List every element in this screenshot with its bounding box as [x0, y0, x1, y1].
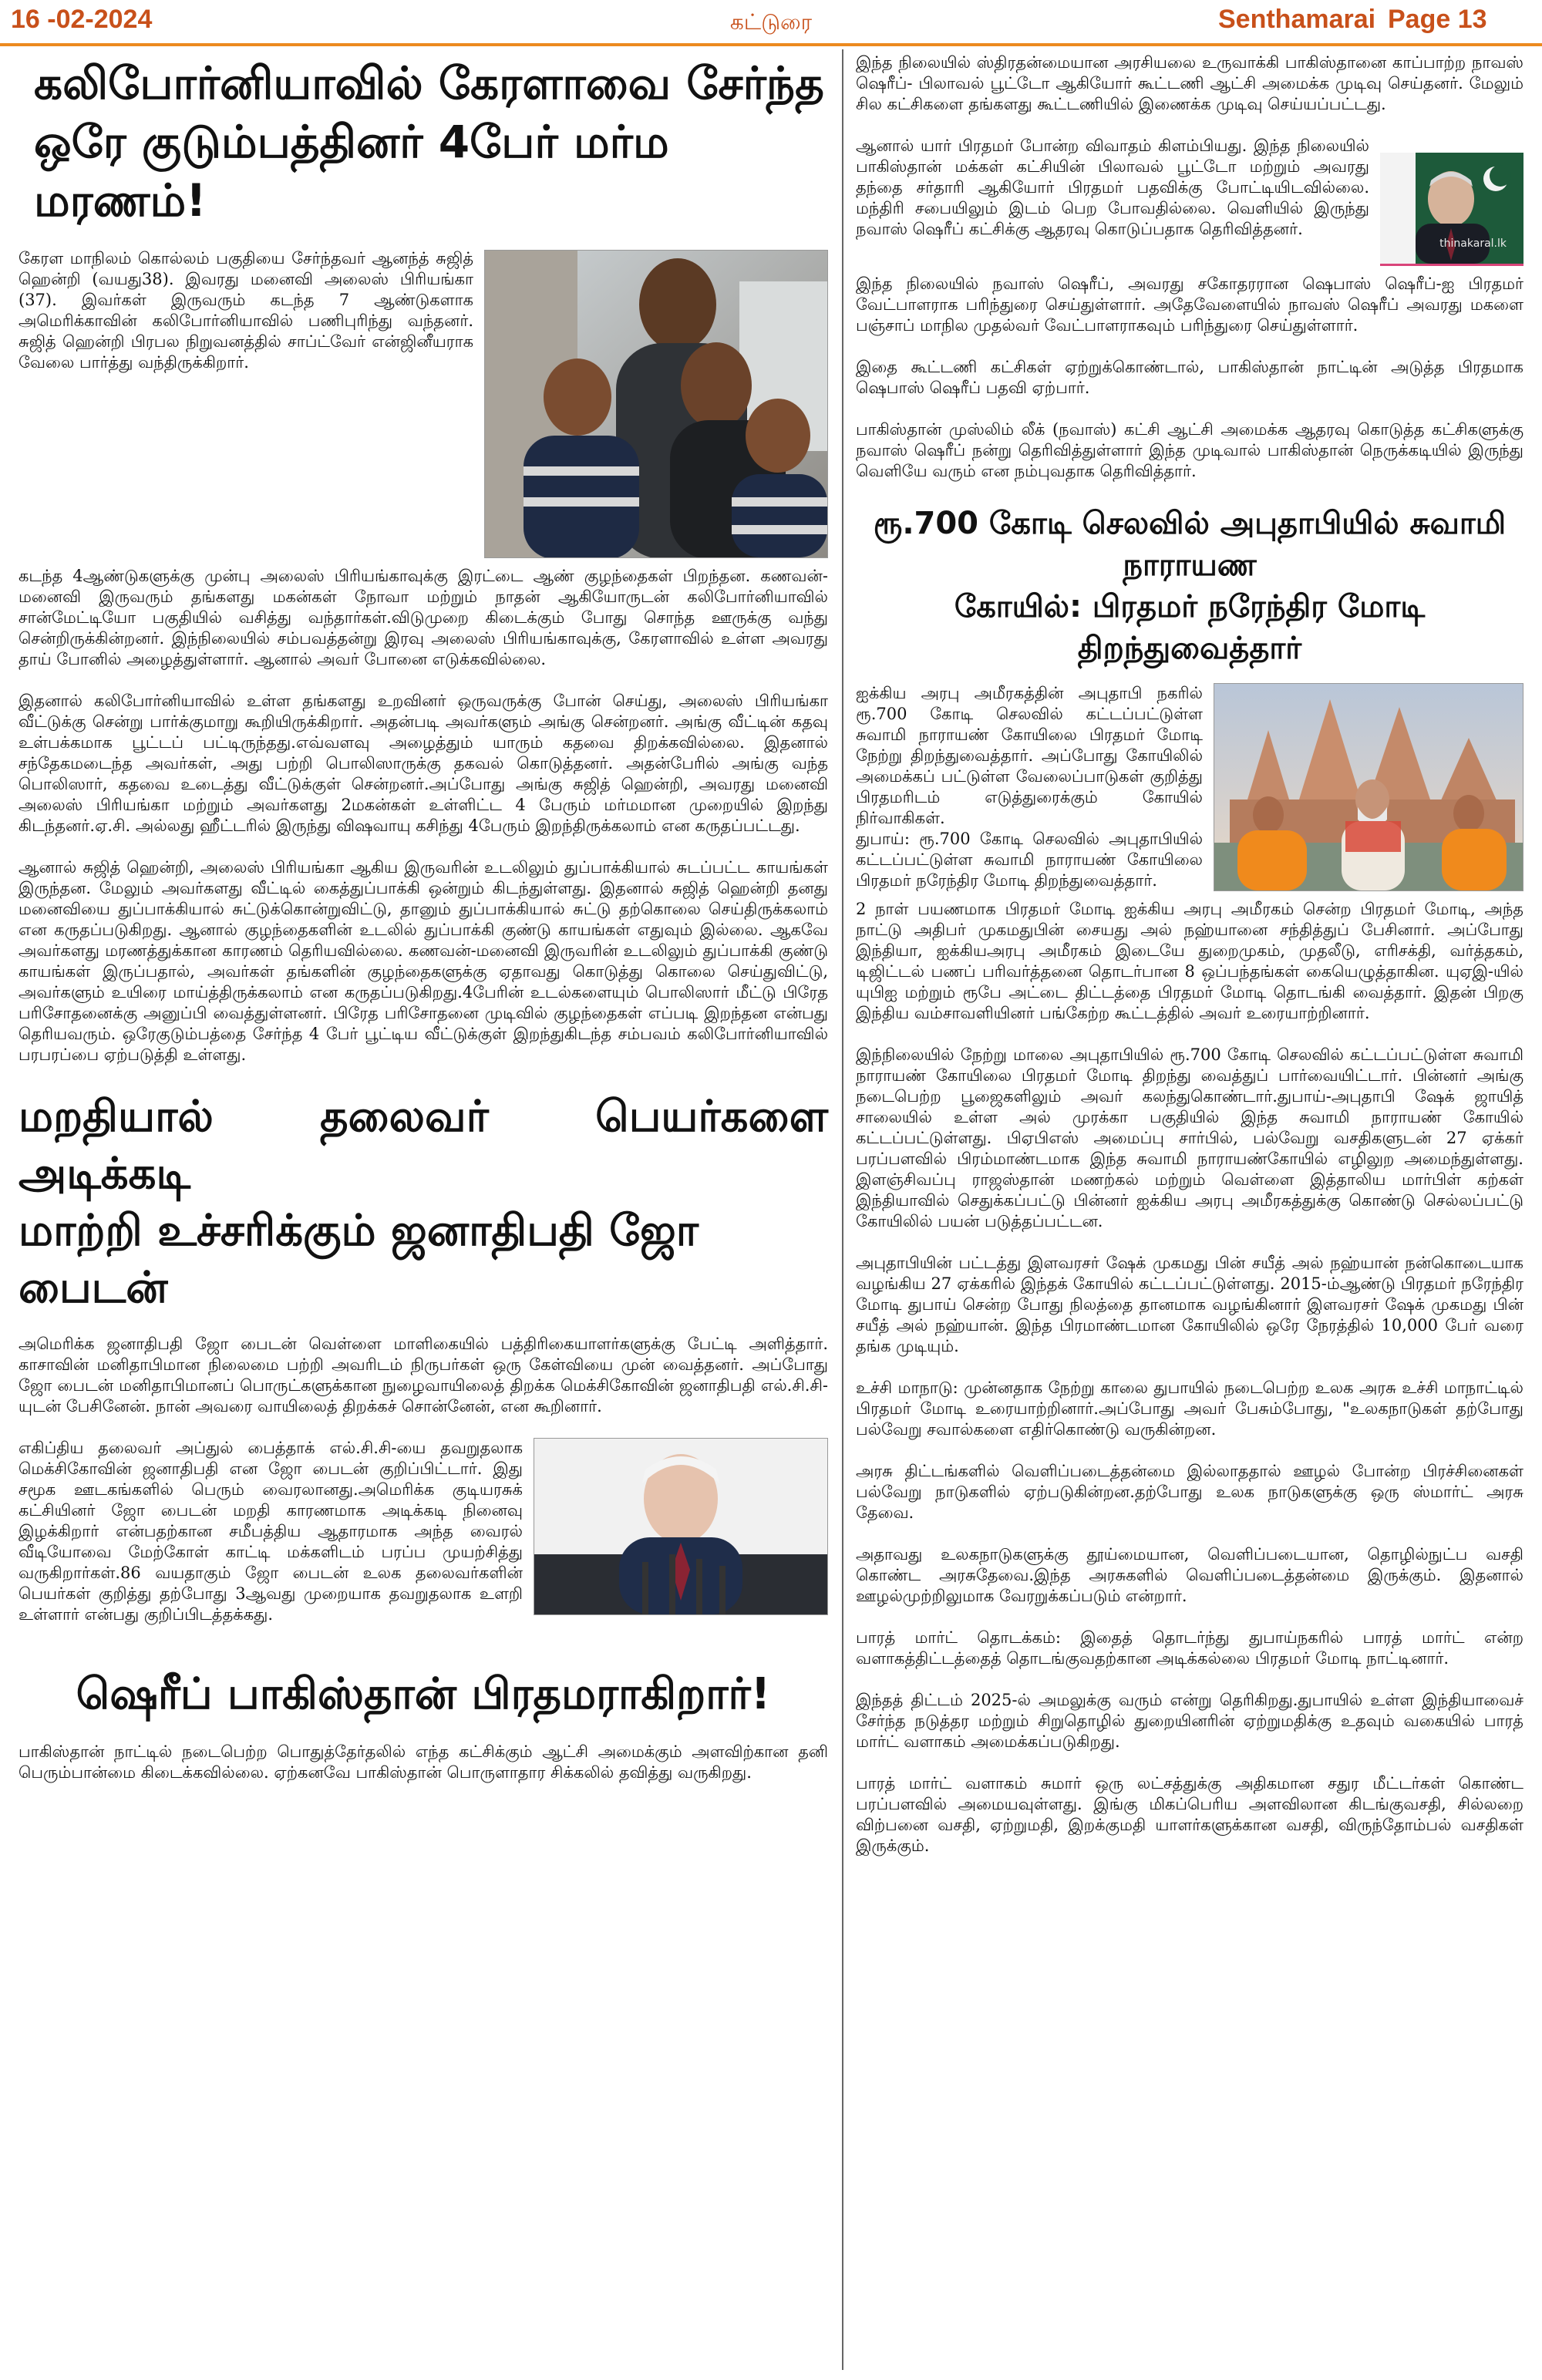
article-temple: [856, 503, 1523, 1857]
article4-headline-line2: கோயில்: பிரதமர் நரேந்திர மோடி திறந்துவைத்தார்: [954, 589, 1426, 666]
article4-paragraph-7: பாரத் மார்ட் தொடக்கம்: இதைத் தொடர்ந்து துபாய்நகரில் பாரத் மார்ட் என்ற வளாகத்திட்டத்தைத் தொடங்குவதற்கான அடிக்கல்லை பிரதமர் மோடி நாட்டினார்.: [856, 1628, 1523, 1668]
article3-paragraph-1: பாகிஸ்தான் நாட்டில் நடைபெற்ற பொதுத்தேர்தலில் எந்த கட்சிக்கும் ஆட்சி அமைக்கும் அளவிற்கான தனி பெரும்பான்மை கிடைக்கவில்லை. ஏற்கனவே பாகிஸ்தான் பொருளாதார சிக்கலில் தவித்து வருகிறது.: [19, 1742, 828, 1782]
article-sharif-continued: [856, 52, 1523, 482]
article4-paragraph-1: துபாய்: ரூ.700 கோடி செலவில் அபுதாபியில் கட்டப்பட்டுள்ள சுவாமி நாராயண் கோயிலை பிரதமர் நரேந்திர மோடி திறந்துவைத்தார்.: [856, 830, 1203, 890]
article2-headline-line2: மாற்றி உச்சரிக்கும் ஜனாதிபதி ஜோ பைடன்: [19, 1206, 699, 1313]
article-california: [19, 54, 828, 1065]
article4-paragraph-6: அதாவது உலகநாடுகளுக்கு தூய்மையான, வெளிப்படையான, தொழில்நுட்ப வசதி கொண்ட அரசுதேவை.இந்த அரசுகளில் வெளிப்படைத்தன்மை இருக்கும். இதனால் ஊழல்முற்றிலுமாக வேரறுக்கப்படும் என்றார்.: [856, 1545, 1523, 1605]
article1-paragraph-1: கடந்த 4ஆண்டுகளுக்கு முன்பு அலைஸ் பிரியங்காவுக்கு இரட்டை ஆண் குழந்தைகள் பிறந்தன. கணவன்-மனைவி இருவரும் தங்களது மகன்கள் நோவா மற்றும் நாதன் ஆகியோருடன் கலிபோர்னியாவில் சான்மேட்டியோ பகுதியில் வசித்து வந்தார்கள்.விடுமுறை கிடைக்கும் போது சொந்த ஊருக்கு வந்து சென்றிருக்கின்றனர். இந்நிலையில் சம்பவத்தன்று இரவு அலைஸ் பிரியங்காவுக்கு, கேரளாவில் உள்ள அவரது தாய் போனில் அழைத்துள்ளார். ஆனால் அவர் போனை எடுக்கவில்லை.: [19, 567, 828, 668]
page-header: [0, 0, 1542, 45]
article1-paragraph-3: ஆனால் சுஜித் ஹென்றி, அலைஸ் பிரியங்கா ஆகிய இருவரின் உடலிலும் துப்பாக்கியால் சுடப்பட்ட காயங்கள் இருந்தன. மேலும் அவர்களது வீட்டில் கைத்துப்பாக்கி ஒன்றும் கிடந்துள்ளது. இதனால் சுஜித் ஹென்றி தனது மனைவியை துப்பாக்கியால் சுட்டுக்கொன்றுவிட்டு, தானும் துப்பாக்கியால் சுட்டு தற்கொலை செய்திருக்கலாம் என கருதப்படுகிறது. ஆனால் குழந்தைகளின் உடலில் துப்பாக்கி குண்டு காயங்கள் எதுவும் இல்லை. ஆகவே அவர்களது மரணத்துக்கான காரணம் தெரியவில்லை. கணவன்-மனைவி இருவரின் உடலிலும் துப்பாக்கி குண்டு காயங்கள் இருப்பதால், அவர்கள் தங்களின் குழந்தைகளுக்கு ஏதாவது கொடுத்து கொலை செய்துவிட்டு, அவர்களும் உயிரை மாய்த்திருக்கலாம் என கருதப்படுகிறது.4பேரின் உடல்களையும் பொலிஸார் மீட்டு பிரேத பரிசோதனைக்கு அனுப்பி வைத்துள்ளனர். பிரேத பரிசோதனை முடிவில் குழந்தைகள் எப்படி இறந்தன என்பது தெரியவரும். ஒரேகுடும்பத்தை சேர்ந்த 4 பேர் பூட்டிய வீட்டுக்குள் இறந்துகிடந்த சம்பவம் கலிபோர்னியாவில் பரபரப்பை ஏற்படுத்தி உள்ளது.: [19, 858, 828, 1064]
section-label: கட்டுரை: [729, 9, 813, 35]
article2-paragraph-1: அமெரிக்க ஜனாதிபதி ஜோ பைடன் வெள்ளை மாளிகையில் பத்திரிகையாளர்களுக்கு பேட்டி அளித்தார். காசாவின் மனிதாபிமான நிலைமை பற்றி அவரிடம் நிருபர்கள் ஒரு கேள்வியை முன் வைத்தனர். அப்போது ஜோ பைடன் மனிதாபிமானப் பொருட்களுக்கான நுழைவாயிலைத் திறக்க மெக்சிகோவின் ஜனாதிபதி எல்.சி.சி-யுடன் பேசினேன். நான் அவரை வாயிலைத் திறக்கச் சொன்னேன், என கூறினார்.: [19, 1335, 828, 1416]
article-biden: [19, 1089, 828, 1646]
article3-paragraph-3: ஆனால் யார் பிரதமர் போன்ற விவாதம் கிளம்பியது. இந்த நிலையில் பாகிஸ்தான் மக்கள் கட்சியின் பிலாவல் பூட்டோ மற்றும் அவரது தந்தை சர்தாரி ஆகியோர் பிரதமர் பதவிக்கு போட்டியிடவில்லை. மந்திரி சபையிலும் இடம் பெற போவதில்லை. வெளியில் இருந்து நவாஸ் ஷெரீப் கட்சிக்கு ஆதரவு கொடுப்பதாக தெரிவித்தனர்.: [856, 136, 1369, 238]
article3-paragraph-4: இந்த நிலையில் நவாஸ் ஷெரீப், அவரது சகோதரரான ஷெபாஸ் ஷெரீப்-ஐ பிரதமர் வேட்பாளராக பரிந்துரை செய்துள்ளார். அதேவேளையில் நாவஸ் ஷெரீப் அவரது மகளை பஞ்சாப் மாநில முதல்வர் வேட்பாளராகவும் பரிந்துரை செய்துள்ளார்.: [856, 274, 1523, 335]
article4-headline-line1: ரூ.700 கோடி செலவில் அபுதாபியில் சுவாமி நாராயண: [873, 506, 1507, 583]
header-rule: [0, 43, 1542, 46]
article1-intro: கேரள மாநிலம் கொல்லம் பகுதியை சேர்ந்தவர் ஆனந்த் சுஜித் ஹென்றி (வயது38). இவரது மனைவி அலைஸ் பிரியங்கா (37). இவர்கள் இருவரும் கடந்த 7 ஆண்டுகளாக அமெரிக்காவின் கலிபோர்னியாவில் பணிபுரிந்து வந்தனர். சுஜித் ஹென்றி பிரபல நிறுவனத்தில் சாப்ட்வேர் என்ஜினீயராக வேலை பார்த்து வந்திருக்கிறார்.: [19, 249, 473, 372]
article3-paragraph-2: இந்த நிலையில் ஸ்திரதன்மையான அரசியலை உருவாக்கி பாகிஸ்தானை காப்பாற்ற நாவஸ் ஷெரீப்- பிலாவல் பூட்டோ ஆகியோர் கூட்டணி ஆட்சி அமைக்க முடிவு செய்தனர். மேலும் சில கட்சிகளை தங்களது கூட்டணியில் இணைக்க முடிவு செய்யப்பட்டது.: [856, 53, 1523, 113]
article4-paragraph-4: உச்சி மாநாடு: முன்னதாக நேற்று காலை துபாயில் நடைபெற்ற உலக அரசு உச்சி மாநாட்டில் பிரதமர் மோடி உரையாற்றினார்.அப்போது அவர் பேசும்போது, "உலகநாடுகள் தற்போது பல்வேறு சவால்களை எதிர்கொண்டு வருகின்றன.: [856, 1379, 1523, 1439]
sharif-photo: [1380, 153, 1523, 266]
issue-date: 16 -02-2024: [11, 5, 153, 34]
article4-paragraph-5: அரசு திட்டங்களில் வெளிப்படைத்தன்மை இல்லாததால் ஊழல் போன்ற பிரச்சினைகள் பல்வேறு நாடுகளில் ஏற்படுகின்றன.தற்போது உலக நாடுகளுக்கு ஒரு ஸ்மார்ட் அரசு தேவை.: [856, 1462, 1523, 1522]
article2-paragraph-2: எகிப்திய தலைவர் அப்துல் பைத்தாக் எல்.சி.சி-யை தவறுதலாக மெக்சிகோவின் ஜனாதிபதி என ஜோ பைடன் குறிப்பிட்டார். இது சமூக ஊடகங்களில் பெரும் வைரலானது.அமெரிக்க குடியரசுக் கட்சியினர் ஜோ பைடன் மறதி காரணமாக அடிக்கடி நினைவு இழக்கிறார் என்பதற்கான சமீபத்திய ஆதாரமாக அந்த வைரல் வீடியோவை மேற்கோள் காட்டி மக்களிடம் பரப்ப முயற்சித்து வருகிறார்கள்.86 வயதாகும் ஜோ பைடன் உலக தலைவர்களின் பெயர்கள் குறித்து தற்போது 3ஆவது முறையாக தவறுதலாக உளறி உள்ளார் என்பது குறிப்பிடத்தக்கது.: [19, 1439, 523, 1624]
article4-paragraph-2: இந்நிலையில் நேற்று மாலை அபுதாபியில் ரூ.700 கோடி செலவில் கட்டப்பட்டுள்ள சுவாமி நாராயண் கோயிலை பிரதமர் மோடி திறந்து வைத்துப் பார்வையிட்டார். பின்னர் அங்கு நடைபெற்ற பூஜைகளிலும் அவர் கலந்துகொண்டார்.துபாய்-அபுதாபி ஷேக் ஜாயித் சாலையில் உள்ள அல் முரக்கா பகுதியில் இந்த சுவாமி நாராயண் கோயில் கட்டப்பட்டுள்ளது. பிஏபிஎஸ் அமைப்பு சார்பில், பல்வேறு வசதிகளுடன் 27 ஏக்கர் பரப்பளவில் பிரம்மாண்டமாக இந்த சுவாமி நாராயண்கோயில் எழிலுற அமைந்துள்ளது. இளஞ்சிவப்பு ராஜஸ்தான் மணற்கல் மற்றும் வெள்ளை இத்தாலிய மார்பிள் கற்கள் இந்தியாவில் செதுக்கப்பட்டு பின்னர் ஐக்கிய அரபு அமீரகத்துக்கு கொண்டு செல்லப்பட்டு கோயிலில் பயன் படுத்தப்பட்டன.: [856, 1045, 1523, 1230]
temple-photo: [1214, 683, 1523, 891]
family-photo: [484, 250, 828, 558]
photo-credit: thinakaral.lk: [1439, 237, 1507, 250]
article3-paragraph-6: பாகிஸ்தான் முஸ்லிம் லீக் (நவாஸ்) கட்சி ஆட்சி அமைக்க ஆதரவு கொடுத்த கட்சிகளுக்கு நவாஸ் ஷெரீப் நன்று தெரிவித்துள்ளார் இந்த முடிவால் பாகிஸ்தான் நெருக்கடியில் இருந்து வெளியே வரும் என நம்புவதாக தெரிவித்தார்.: [856, 420, 1523, 480]
page-number: Page 13: [1388, 5, 1487, 34]
article3-headline: ஷெரீப் பாகிஸ்தான் பிரதமராகிறார்!: [76, 1669, 771, 1719]
article4-paragraph-1b: 2 நாள் பயணமாக பிரதமர் மோடி ஐக்கிய அரபு அமீரகம் சென்ற பிரதமர் மோடி, அந்த நாட்டு அதிபர் முகமதுபின் சையது அல் நஹ்யானை சந்தித்துப் பேசினார். அப்போது இந்தியா, ஐக்கியஅரபு அமீரகம் இடையே துறைமுகம், முதலீடு, எரிசக்தி, வர்த்தகம், டிஜிட்டல் பணப் பரிவர்த்தனை தொடர்பான 8 ஒப்பந்தங்கள் கையெழுத்தாகின. யுஏஇ-யில் யுபிஐ மற்றும் ரூபே அட்டை திட்டத்தை பிரதமர் மோடி தொடங்கி வைத்தார். இதன் பிறகு இந்திய வம்சாவளியினர் பங்கேற்ற கூட்டத்தில் அவர் உரையாற்றினார்.: [856, 900, 1523, 1022]
article1-headline-line2: ஒரே குடும்பத்தினர் 4பேர் மர்ம மரணம்!: [34, 116, 669, 227]
right-column: [856, 52, 1523, 1857]
left-column: [19, 54, 828, 1804]
newspaper-name: Senthamarai: [1218, 5, 1376, 34]
article4-paragraph-9: பாரத் மார்ட் வளாகம் சுமார் ஒரு லட்சத்துக்கு அதிகமான சதுர மீட்டர்கள் கொண்ட பரப்பளவில் அமையவுள்ளது. இங்கு மிகப்பெரிய அளவிலான கிடங்குவசதி, சில்லறை விற்பனை வசதி, ஏற்றுமதி, இறக்குமதி யாளர்களுக்கான வசதி, விருந்தோம்பல் வசதிகள் இருக்கும்.: [856, 1774, 1523, 1855]
article4-paragraph-3: அபுதாபியின் பட்டத்து இளவரசர் ஷேக் முகமது பின் சயீத் அல் நஹ்யான் நன்கொடையாக வழங்கிய 27 ஏக்கரில் இந்தக் கோயில் கட்டப்பட்டுள்ளது. 2015-ம்ஆண்டு பிரதமர் நரேந்திர மோடி துபாய் சென்ற போது நிலத்தை தானமாக வழங்கினார் இளவரசர் ஷேக் முகமது பின் சயீத் அல் நஹ்யான். இந்த பிரமாண்டமான கோயிலில் ஒரே நேரத்தில் 10,000 பேர் வரை தங்க முடியும்.: [856, 1254, 1523, 1355]
biden-photo: [534, 1438, 828, 1615]
article4-intro: ஐக்கிய அரபு அமீரகத்தின் அபுதாபி நகரில் ரூ.700 கோடி செலவில் கட்டப்பட்டுள்ள சுவாமி நாராயண் கோயிலை பிரதமர் மோடி நேற்று திறந்துவைத்தார். அப்போது கோயிலில் அமைக்கப் பட்டுள்ள வேலைப்பாடுகள் குறித்து பிரதமரிடம் எடுத்துரைக்கும் கோயில் நிர்வாகிகள்.: [856, 684, 1203, 827]
article1-headline-line1: கலிபோர்னியாவில் கேரளாவை சேர்ந்த: [34, 57, 824, 109]
article-sharif-start: [19, 1666, 828, 1783]
column-divider: [842, 49, 843, 2370]
article2-headline-line1: மறதியால் தலைவர் பெயர்களை அடிக்கடி: [19, 1092, 828, 1199]
article3-paragraph-5: இதை கூட்டணி கட்சிகள் ஏற்றுக்கொண்டால், பாகிஸ்தான் நாட்டின் அடுத்த பிரதமாக ஷெபாஸ் ஷெரீப் பதவி ஏற்பார்.: [856, 358, 1523, 397]
article1-paragraph-2: இதனால் கலிபோர்னியாவில் உள்ள தங்களது உறவினர் ஒருவருக்கு போன் செய்து, அலைஸ் பிரியங்கா வீட்டுக்கு சென்று பார்க்குமாறு கூறியிருக்கிறார். அதன்படி அவர்களும் அங்கு சென்றனர். அங்கு வீட்டின் கதவு உள்பக்கமாக பூட்டப் பட்டிருந்தது.எவ்வளவு அழைத்தும் யாரும் கதவை திறக்கவில்லை. இதனால் சந்தேகமடைந்த அவர்கள், அது பற்றி பொலிஸாருக்கு தகவல் கொடுத்தனர். அதன்பேரில் அங்கு வந்த பொலிஸார், கதவை உடைத்து வீட்டுக்குள் சென்றனர்.அப்போது அங்கு சுஜித் ஹென்றி, அவரது மனைவி அலைஸ் பிரியங்கா மற்றும் அவர்களது 2மகன்கள் உள்ளிட்ட 4 பேரும் மர்மமான முறையில் இறந்து கிடந்தனர்.ஏ.சி. அல்லது ஹீட்டரில் இருந்து விஷவாயு கசிந்து 4பேரும் இறந்திருக்கலாம் என கருதப்பட்டது.: [19, 692, 828, 835]
article4-paragraph-8: இந்தத் திட்டம் 2025-ல் அமலுக்கு வரும் என்று தெரிகிறது.துபாயில் உள்ள இந்தியாவைச் சேர்ந்த நடுத்தர மற்றும் சிறுதொழில் துறையினரின் ஏற்றுமதிக்கு உதவும் வகையில் பாரத் மார்ட் வளாகம் அமைக்கப்படுகிறது.: [856, 1691, 1523, 1751]
